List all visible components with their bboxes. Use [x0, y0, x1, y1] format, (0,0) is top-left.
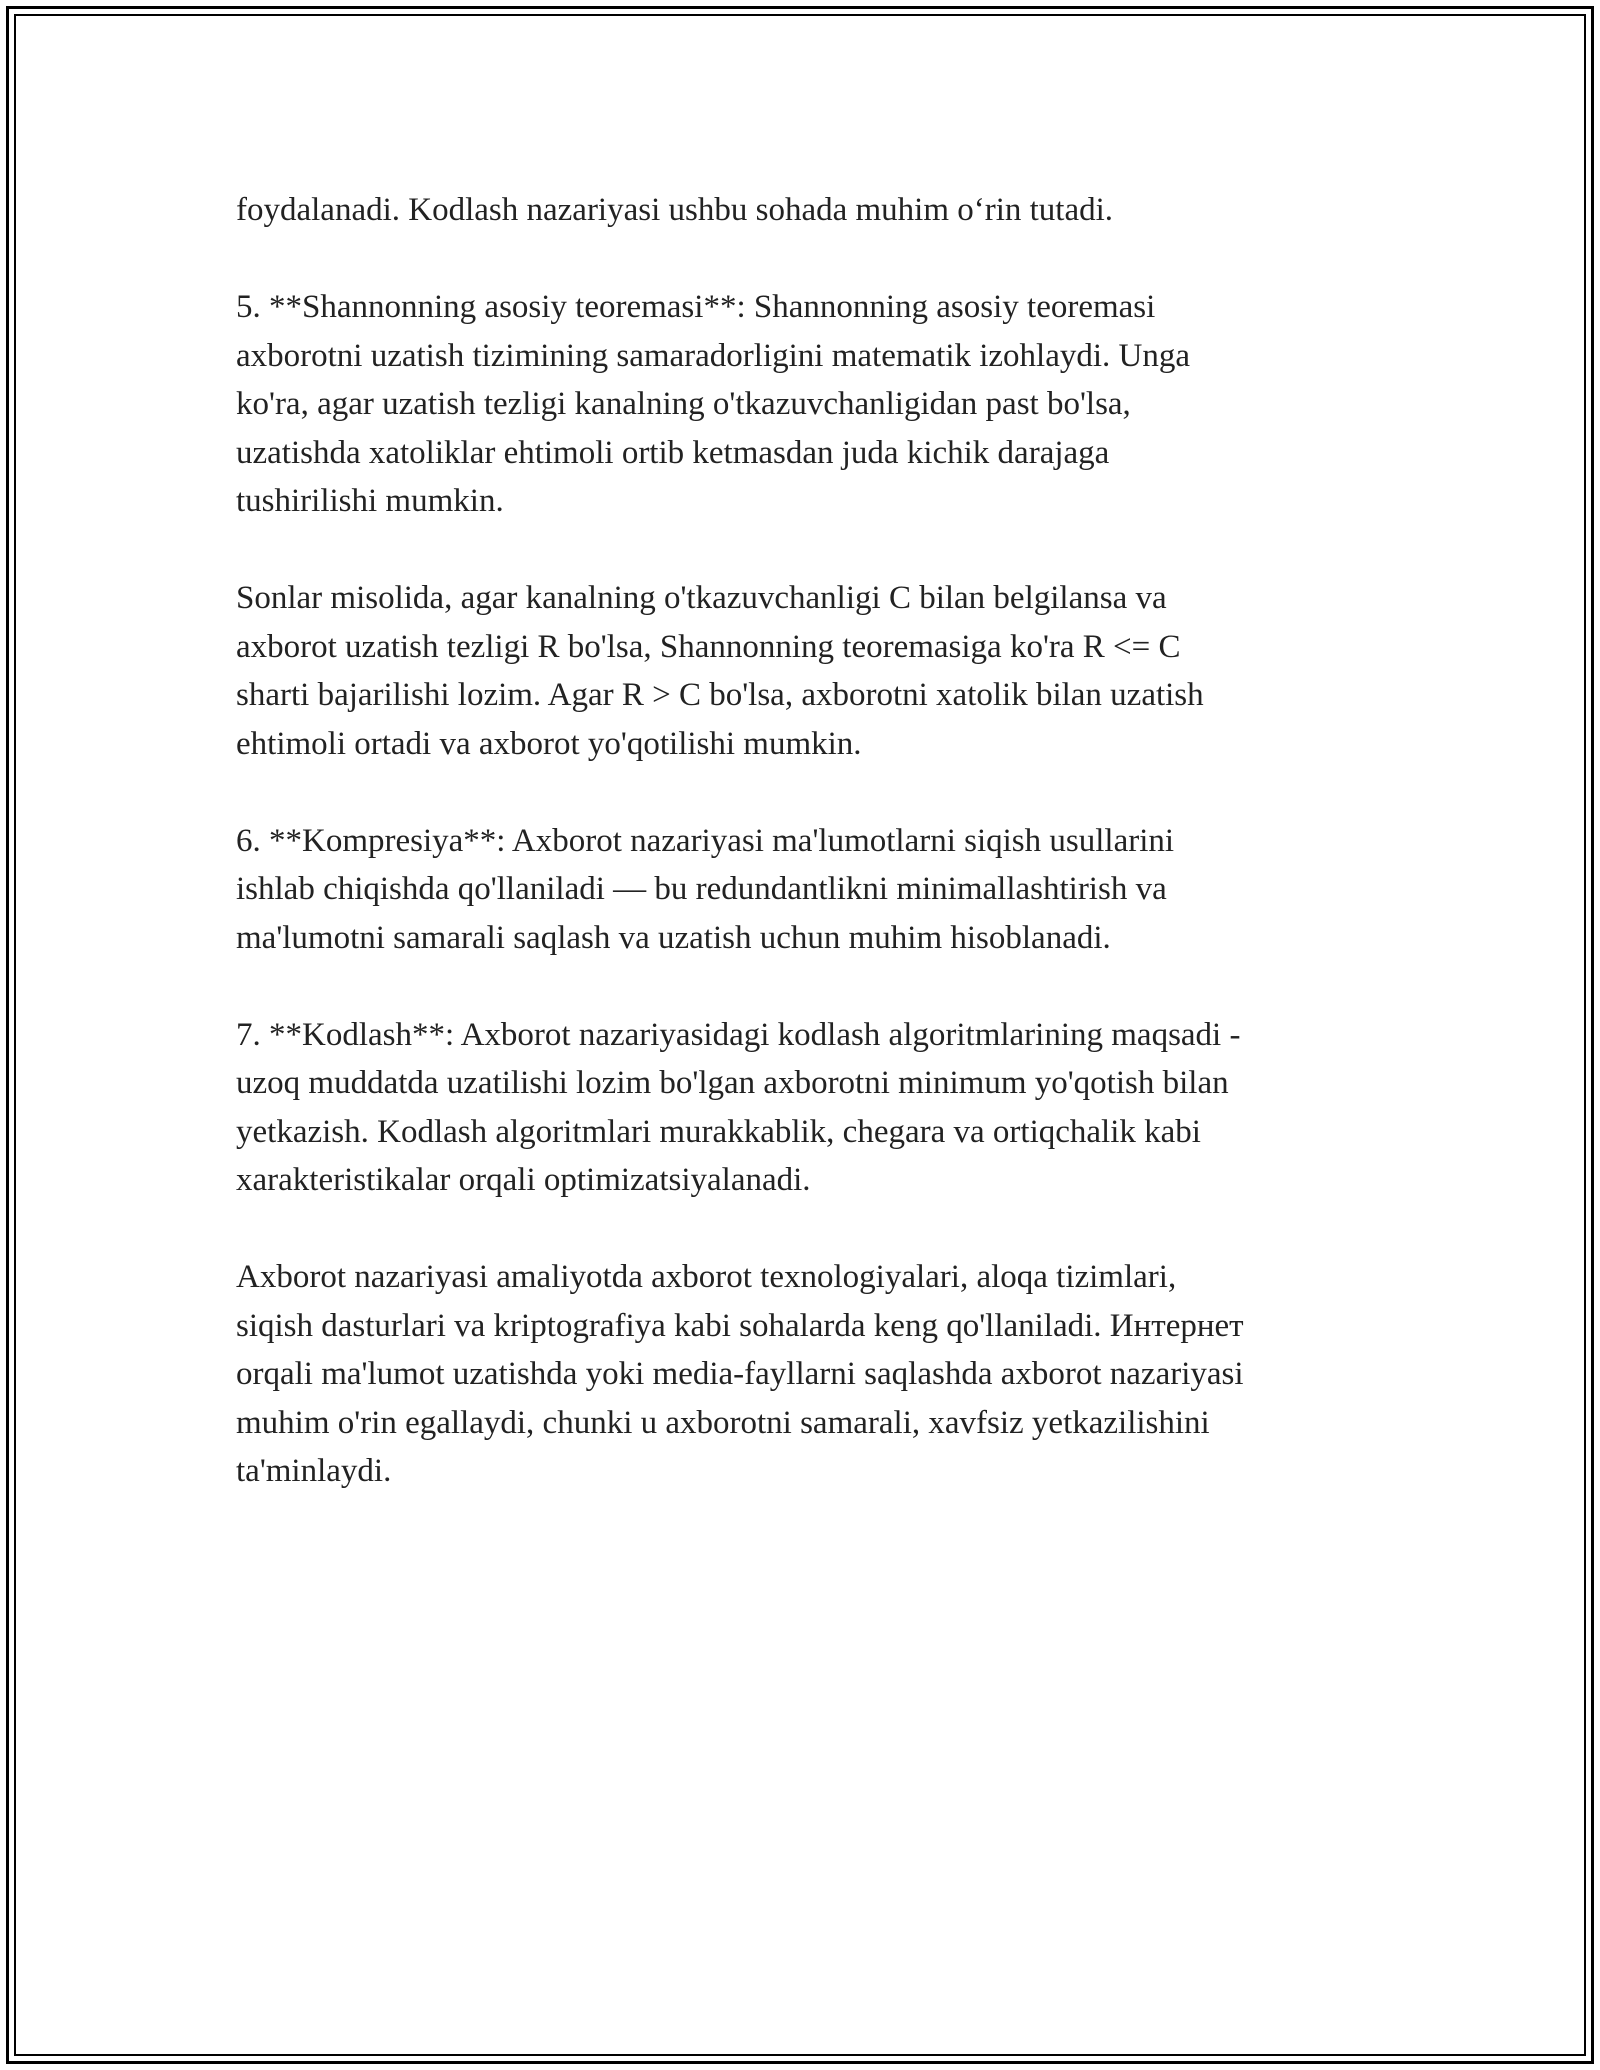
- paragraph-numeric-example: Sonlar misolida, agar kanalning o'tkazuvchanligi C bilan belgilansa va axborot uzatish tezligi R bo'lsa, Shannonning teoremasiga ko'ra R <= C sharti bajarilishi lozim. Agar R > C bo'lsa, axborotni xatolik bilan uzatish ehtimoli ortadi va axborot yo'qotilishi mumkin.: [236, 580, 1204, 762]
- paragraph-shannon-theorem: 5. **Shannonning asosiy teoremasi**: Shannonning asosiy teoremasi axborotni uzatish tizimining samaradorligini matematik izohlaydi. Unga ko'ra, agar uzatish tezligi kanalning o'tkazuvchanligidan past bo'lsa, uzatishda xatoliklar ehtimoli ortib ketmasdan juda kichik darajaga tushirilishi mumkin.: [236, 289, 1191, 519]
- paragraph-coding: 7. **Kodlash**: Axborot nazariyasidagi kodlash algoritmlarining maqsadi - uzoq muddatda uzatilishi lozim bo'lgan axborotni minimum yo'qotish bilan yetkazish. Kodlash algoritmlari murakkablik, chegara va ortiqchalik kabi xarakteristikalar orqali optimizatsiyalanadi.: [236, 1016, 1241, 1198]
- paragraph-compression: 6. **Kompresiya**: Axborot nazariyasi ma'lumotlarni siqish usullarini ishlab chiqishda qo'llaniladi — bu redundantlikni minimallashtirish va ma'lumotni samarali saqlash va uzatish uchun muhim hisoblanadi.: [236, 822, 1175, 956]
- paragraph-intro-continuation: foydalanadi. Kodlash nazariyasi ushbu sohada muhim o‘rin tutadi.: [236, 192, 1114, 228]
- paragraph-applications: Axborot nazariyasi amaliyotda axborot texnologiyalari, aloqa tizimlari, siqish dasturlari va kriptografiya kabi sohalarda keng qo'llaniladi. Интернет orqali ma'lumot uzatishda yoki media-fayllarni saqlashda axborot nazariyasi muhim o'rin egallaydi, chunki u axborotni samarali, xavfsiz yetkazilishini ta'minlaydi.: [236, 1259, 1244, 1489]
- document-body: [236, 186, 1366, 1544]
